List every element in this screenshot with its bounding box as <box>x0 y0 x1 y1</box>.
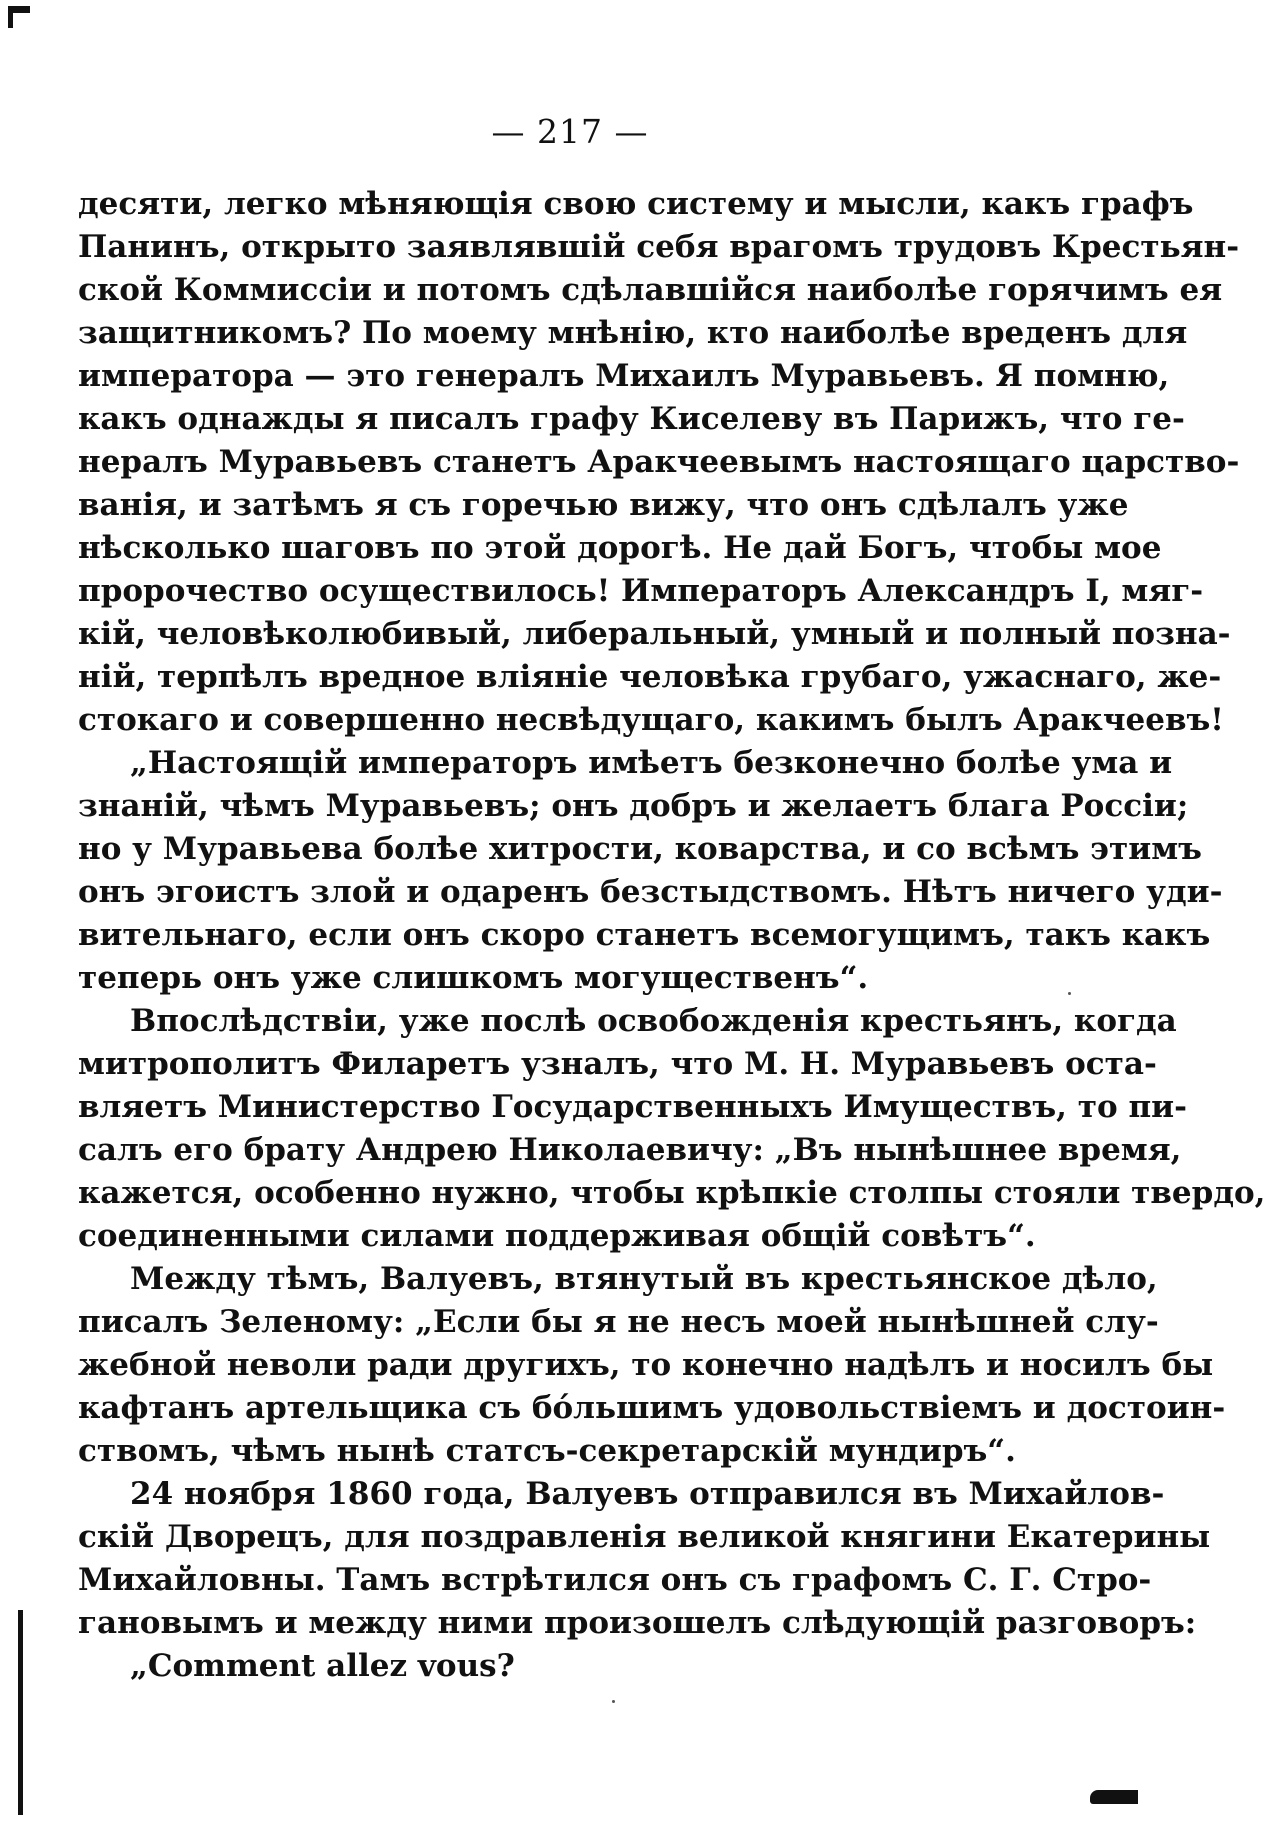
text-line: „Настоящій императоръ имѣетъ безконечно болѣе ума и <box>130 745 1173 781</box>
text-line: пророчество осуществилось! Императоръ Александръ I, мяг- <box>78 573 1204 609</box>
text-line: императора — это генералъ Михаилъ Муравьевъ. Я помню, <box>78 358 1170 394</box>
text-line: ствомъ, чѣмъ нынѣ статсъ-секретарскій мундиръ“. <box>78 1433 1016 1469</box>
text-line: кій, человѣколюбивый, либеральный, умный и полный позна- <box>78 616 1231 652</box>
text-line: жебной неволи ради другихъ, то конечно надѣлъ и носилъ бы <box>78 1347 1214 1383</box>
text-line: Панинъ, открыто заявлявшій себя врагомъ трудовъ Крестьян- <box>78 229 1240 265</box>
text-line: знаній, чѣмъ Муравьевъ; онъ добръ и желаетъ блага Россіи; <box>78 788 1189 824</box>
text-line: Между тѣмъ, Валуевъ, втянутый въ крестьянское дѣло, <box>130 1261 1158 1297</box>
text-line: теперь онъ уже слишкомъ могущественъ“. <box>78 960 869 996</box>
text-line: но у Муравьева болѣе хитрости, коварства, и со всѣмъ этимъ <box>78 831 1202 867</box>
text-line: нѣсколько шаговъ по этой дорогѣ. Не дай Богъ, чтобы мое <box>78 530 1162 566</box>
scan-edge-mark <box>1090 1790 1138 1804</box>
text-line: митрополитъ Филаретъ узналъ, что М. Н. Муравьевъ оста- <box>78 1046 1157 1082</box>
body-text <box>78 183 1265 1688</box>
text-line: скій Дворецъ, для поздравленія великой княгини Екатерины <box>78 1519 1211 1555</box>
page-number: — 217 — <box>491 112 649 151</box>
scan-speck <box>1068 992 1071 995</box>
text-line: писалъ Зеленому: „Если бы я не несъ моей нынѣшней слу- <box>78 1304 1159 1340</box>
text-line: соединенными силами поддерживая общій совѣтъ“. <box>78 1218 1036 1254</box>
text-line: Михайловны. Тамъ встрѣтился онъ съ графомъ С. Г. Стро- <box>78 1562 1152 1598</box>
text-line: ской Коммиссіи и потомъ сдѣлавшійся наиболѣе горячимъ ея <box>78 272 1223 308</box>
text-line: защитникомъ? По моему мнѣнію, кто наиболѣе вреденъ для <box>78 315 1188 351</box>
text-line: онъ эгоистъ злой и одаренъ безстыдствомъ. Нѣтъ ничего уди- <box>78 874 1223 910</box>
text-line: ванія, и затѣмъ я съ горечью вижу, что онъ сдѣлалъ уже <box>78 487 1129 523</box>
text-line: ній, терпѣлъ вредное вліяніе человѣка грубаго, ужаснаго, же- <box>78 659 1222 695</box>
text-line: стокаго и совершенно несвѣдущаго, какимъ былъ Аракчеевъ! <box>78 702 1224 738</box>
scan-speck <box>612 1700 615 1703</box>
text-line: какъ однажды я писалъ графу Киселеву въ Парижъ, что ге- <box>78 401 1185 437</box>
text-line: кажется, особенно нужно, чтобы крѣпкіе столпы стояли твердо, <box>78 1175 1265 1211</box>
text-line: вительнаго, если онъ скоро станетъ всемогущимъ, такъ какъ <box>78 917 1211 953</box>
text-line: 24 ноября 1860 года, Валуевъ отправился въ Михайлов- <box>130 1476 1165 1512</box>
text-line: десяти, легко мѣняющія свою систему и мысли, какъ графъ <box>78 186 1194 222</box>
text-line: кафтанъ артельщика съ бо́льшимъ удовольствіемъ и достоин- <box>78 1390 1226 1426</box>
text-line: Впослѣдствіи, уже послѣ освобожденія крестьянъ, когда <box>130 1003 1177 1039</box>
text-line: гановымъ и между ними произошелъ слѣдующій разговоръ: <box>78 1605 1197 1641</box>
scan-corner-mark <box>8 6 13 28</box>
text-line: „Comment allez vous? <box>130 1648 515 1684</box>
text-line: салъ его брату Андрею Николаевичу: „Въ нынѣшнее время, <box>78 1132 1182 1168</box>
text-line: вляетъ Министерство Государственныхъ Имуществъ, то пи- <box>78 1089 1187 1125</box>
scan-edge-mark <box>18 1610 23 1815</box>
text-line: нералъ Муравьевъ станетъ Аракчеевымъ настоящаго царство- <box>78 444 1240 480</box>
